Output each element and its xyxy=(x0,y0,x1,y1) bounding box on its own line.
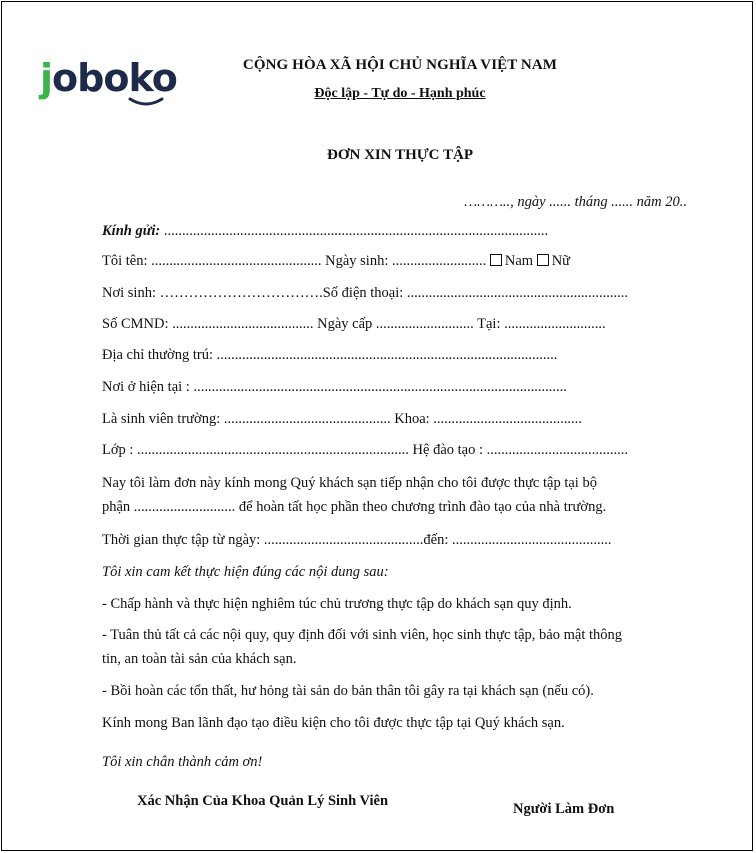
school-faculty-line: Là sinh viên trường: .............................................. Khoa: ......................................... xyxy=(102,411,582,427)
motto: Độc lập - Tự do - Hạnh phúc xyxy=(314,86,486,101)
id-card-line: Số CMND: ....................................... Ngày cấp ........................... Tại: ............................ xyxy=(102,316,606,332)
request-para-line2: phận ............................ để hoàn tất học phần theo chương trình đào tạo của nhà trường. xyxy=(102,499,607,515)
thanks-line: Tôi xin chân thành cảm ơn! xyxy=(102,754,263,770)
current-residence-line: Nơi ở hiện tại : ....................................................................................................... xyxy=(102,379,567,395)
male-label: Nam xyxy=(504,253,534,269)
closing-request: Kính mong Ban lãnh đạo tạo điều kiện cho tôi được thực tập tại Quý khách sạn. xyxy=(102,715,565,731)
name-birth-text: Tôi tên: ............................................... Ngày sinh: .......................... xyxy=(102,253,490,269)
commitment-item-2-line1: - Tuân thủ tất cả các nội quy, quy định đối với sinh viên, học sinh thực tập, bảo mật thông xyxy=(102,627,623,643)
female-checkbox[interactable] xyxy=(537,254,549,266)
country-header: CỘNG HÒA XÃ HỘI CHỦ NGHĨA VIỆT NAM xyxy=(242,57,558,73)
commitment-item-3: - Bồi hoàn các tổn thất, hư hỏng tài sản do bản thân tôi gây ra tại khách sạn (nếu có). xyxy=(102,683,594,699)
class-program-line: Lớp : ........................................................................... Hệ đào tạo : ....................................... xyxy=(102,442,629,458)
recipient-label: Kính gửi: xyxy=(102,223,161,239)
faculty-signature-label: Xác Nhận Của Khoa Quản Lý Sinh Viên xyxy=(137,793,389,809)
permanent-address-line: Địa chỉ thường trú: .............................................................................................. xyxy=(102,347,558,363)
female-label: Nữ xyxy=(551,253,571,269)
male-checkbox[interactable] xyxy=(490,254,502,266)
svg-text:joboko: joboko xyxy=(40,56,177,100)
recipient-dots: .......................................................................................................... xyxy=(160,223,549,239)
document-title: ĐƠN XIN THỰC TẬP xyxy=(327,147,473,163)
name-birth-line xyxy=(102,252,687,270)
internship-period-line: Thời gian thực tập từ ngày: ............................................đến: ............................................ xyxy=(102,532,612,548)
commitment-item-1: - Chấp hành và thực hiện nghiêm túc chủ trương thực tập do khách sạn quy định. xyxy=(102,596,572,612)
birthplace-phone-line: Nơi sinh: …………………………….Số điện thoại: ............................................................. xyxy=(102,285,629,301)
date-line: ……….., ngày ...... tháng ...... năm 20.. xyxy=(464,194,687,210)
request-para-line1: Nay tôi làm đơn này kính mong Quý khách sạn tiếp nhận cho tôi được thực tập tại bộ xyxy=(102,475,597,491)
joboko-logo xyxy=(38,55,178,113)
commitment-intro: Tôi xin cam kết thực hiện đúng các nội dung sau: xyxy=(102,564,389,580)
recipient-line xyxy=(102,222,687,240)
commitment-item-2-line2: tin, an toàn tài sản của khách sạn. xyxy=(102,651,297,667)
applicant-signature-label: Người Làm Đơn xyxy=(513,801,615,817)
